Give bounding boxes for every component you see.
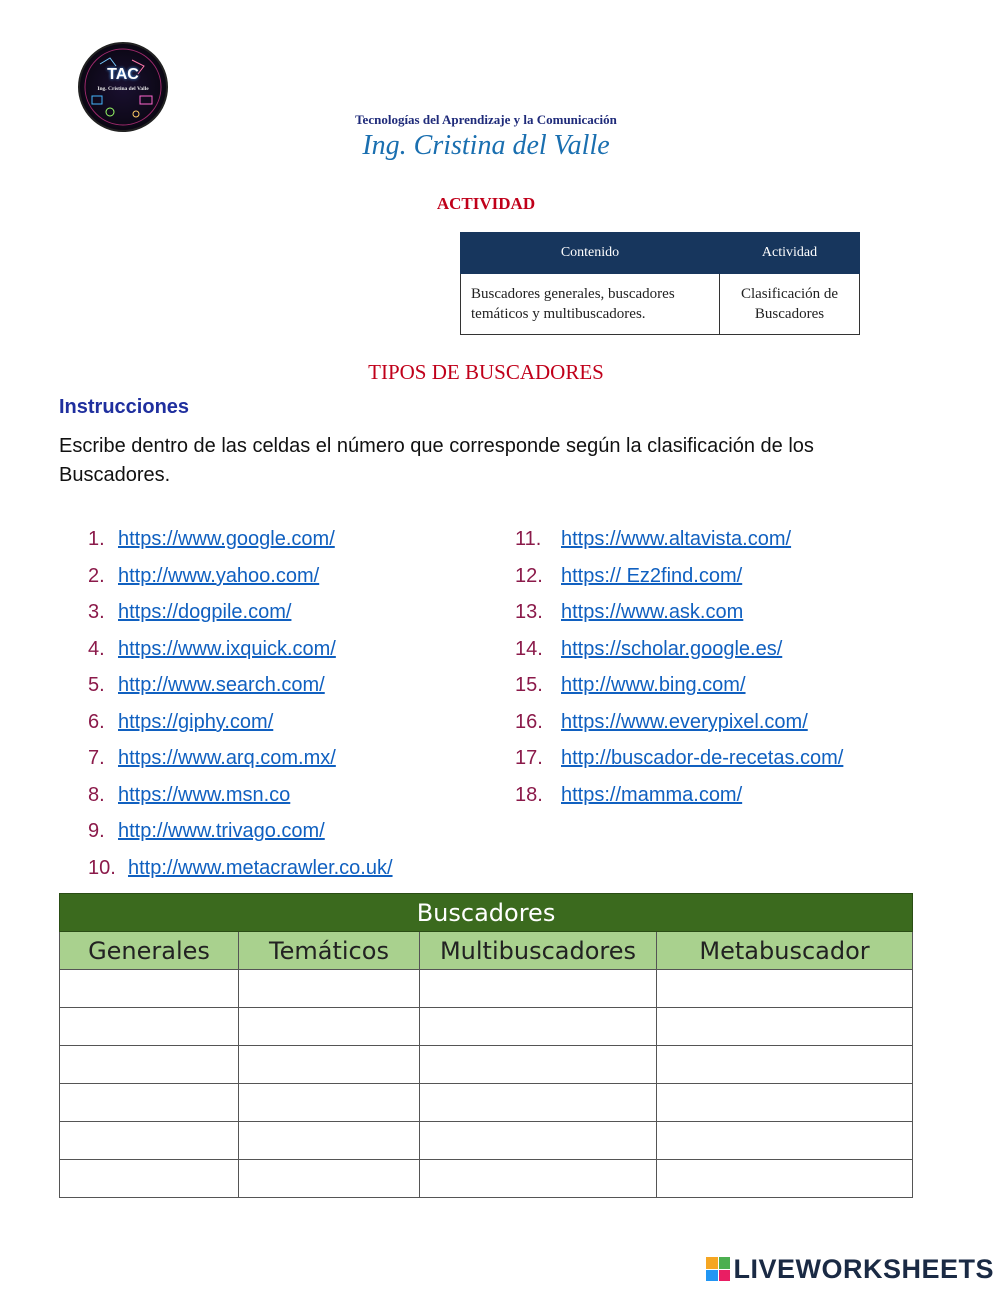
answer-cell[interactable] [60,1122,239,1160]
answer-cell[interactable] [239,1160,420,1198]
link[interactable]: https:// Ez2find.com/ [561,565,743,587]
table-row [60,1084,913,1122]
table-row [60,1122,913,1160]
answer-cell[interactable] [239,1122,420,1160]
answer-cell[interactable] [239,970,420,1008]
classification-table [59,893,913,1198]
table-row [60,1008,913,1046]
header-author: Ing. Cristina del Valle [362,130,610,161]
table-title: Buscadores [60,894,913,932]
answer-cell[interactable] [420,1122,657,1160]
link[interactable]: http://www.trivago.com/ [118,820,325,842]
item-number: 14. [515,638,543,660]
instructions-text: Escribe dentro de las celdas el número que corresponde según la clasificación de los Buscadores. [59,435,814,486]
table-row [60,970,913,1008]
item-number: 8. [88,784,105,806]
logo-title: TAC [107,66,139,83]
link[interactable]: https://scholar.google.es/ [561,638,783,660]
list-item [88,708,273,736]
answer-cell[interactable] [420,970,657,1008]
link[interactable]: https://www.ixquick.com/ [118,638,336,660]
answer-cell[interactable] [657,1160,913,1198]
answer-cell[interactable] [420,1046,657,1084]
list-item [515,781,742,809]
answer-cell[interactable] [657,970,913,1008]
link[interactable]: http://www.search.com/ [118,674,325,696]
link[interactable]: http://www.yahoo.com/ [118,565,320,587]
item-number: 10. [88,857,116,879]
link[interactable]: https://www.google.com/ [118,528,335,550]
answer-cell[interactable] [239,1084,420,1122]
section-title: TIPOS DE BUSCADORES [368,360,604,384]
list-item [515,671,746,699]
list-item [88,744,336,772]
answer-cell[interactable] [239,1008,420,1046]
info-activity-cell: Clasificación de Buscadores [720,274,860,335]
column-header-generales: Generales [60,932,239,970]
item-number: 2. [88,565,105,587]
link[interactable]: https://mamma.com/ [561,784,743,806]
column-header-multibuscadores: Multibuscadores [420,932,657,970]
link[interactable]: http://buscador-de-recetas.com/ [561,747,844,769]
answer-cell[interactable] [657,1046,913,1084]
link[interactable]: https://www.msn.co [118,784,291,806]
table-row [60,1046,913,1084]
item-number: 4. [88,638,105,660]
info-content-cell: Buscadores generales, buscadores temáticos y multibuscadores. [461,274,720,335]
answer-cell[interactable] [420,1160,657,1198]
column-header-tematicos: Temáticos [239,932,420,970]
list-item [88,598,291,626]
item-number: 13. [515,601,543,623]
item-number: 6. [88,711,105,733]
answer-cell[interactable] [239,1046,420,1084]
list-item [88,525,335,553]
link[interactable]: https://www.altavista.com/ [561,528,792,550]
answer-cell[interactable] [60,1008,239,1046]
list-item [88,562,319,590]
list-item [88,817,325,845]
table-row [60,1160,913,1198]
list-item [88,781,290,809]
list-item [515,744,843,772]
activity-heading: ACTIVIDAD [436,194,536,213]
list-item [88,671,325,699]
liveworksheets-logo-icon [706,1257,730,1281]
info-header-content: Contenido [461,233,720,274]
item-number: 1. [88,528,105,550]
link[interactable]: https://www.arq.com.mx/ [118,747,336,769]
item-number: 15. [515,674,543,696]
answer-cell[interactable] [420,1008,657,1046]
answer-cell[interactable] [657,1008,913,1046]
header-institution: Tecnologías del Aprendizaje y la Comunicación [355,112,617,127]
instructions-title: Instrucciones [59,396,190,418]
column-header-metabuscador: Metabuscador [657,932,913,970]
item-number: 17. [515,747,543,769]
info-table [460,232,860,335]
answer-cell[interactable] [60,1046,239,1084]
item-number: 3. [88,601,105,623]
item-number: 5. [88,674,105,696]
answer-cell[interactable] [60,1160,239,1198]
list-item [515,708,808,736]
list-item [88,635,336,663]
answer-cell[interactable] [420,1084,657,1122]
item-number: 11. [515,528,542,550]
answer-cell[interactable] [60,970,239,1008]
link[interactable]: https://dogpile.com/ [118,601,292,623]
logo-subtitle: Ing. Cristina del Valle [97,86,149,92]
item-number: 18. [515,784,543,806]
link[interactable]: https://giphy.com/ [118,711,274,733]
item-number: 7. [88,747,105,769]
answer-cell[interactable] [60,1084,239,1122]
item-number: 9. [88,820,105,842]
list-item [88,854,393,882]
link[interactable]: https://www.everypixel.com/ [561,711,808,733]
list-item [515,598,743,626]
link[interactable]: https://www.ask.com [561,601,744,623]
item-number: 16. [515,711,543,733]
list-item [515,635,782,663]
answer-cell[interactable] [657,1084,913,1122]
list-item [515,562,742,590]
item-number: 12. [515,565,543,587]
list-item [515,525,791,553]
link[interactable]: http://www.bing.com/ [561,674,746,696]
liveworksheets-brand[interactable] [706,1252,994,1286]
brand-text: LIVEWORKSHEETS [733,1253,994,1284]
link[interactable]: http://www.metacrawler.co.uk/ [128,857,393,879]
answer-cell[interactable] [657,1122,913,1160]
info-header-activity: Actividad [720,233,860,274]
